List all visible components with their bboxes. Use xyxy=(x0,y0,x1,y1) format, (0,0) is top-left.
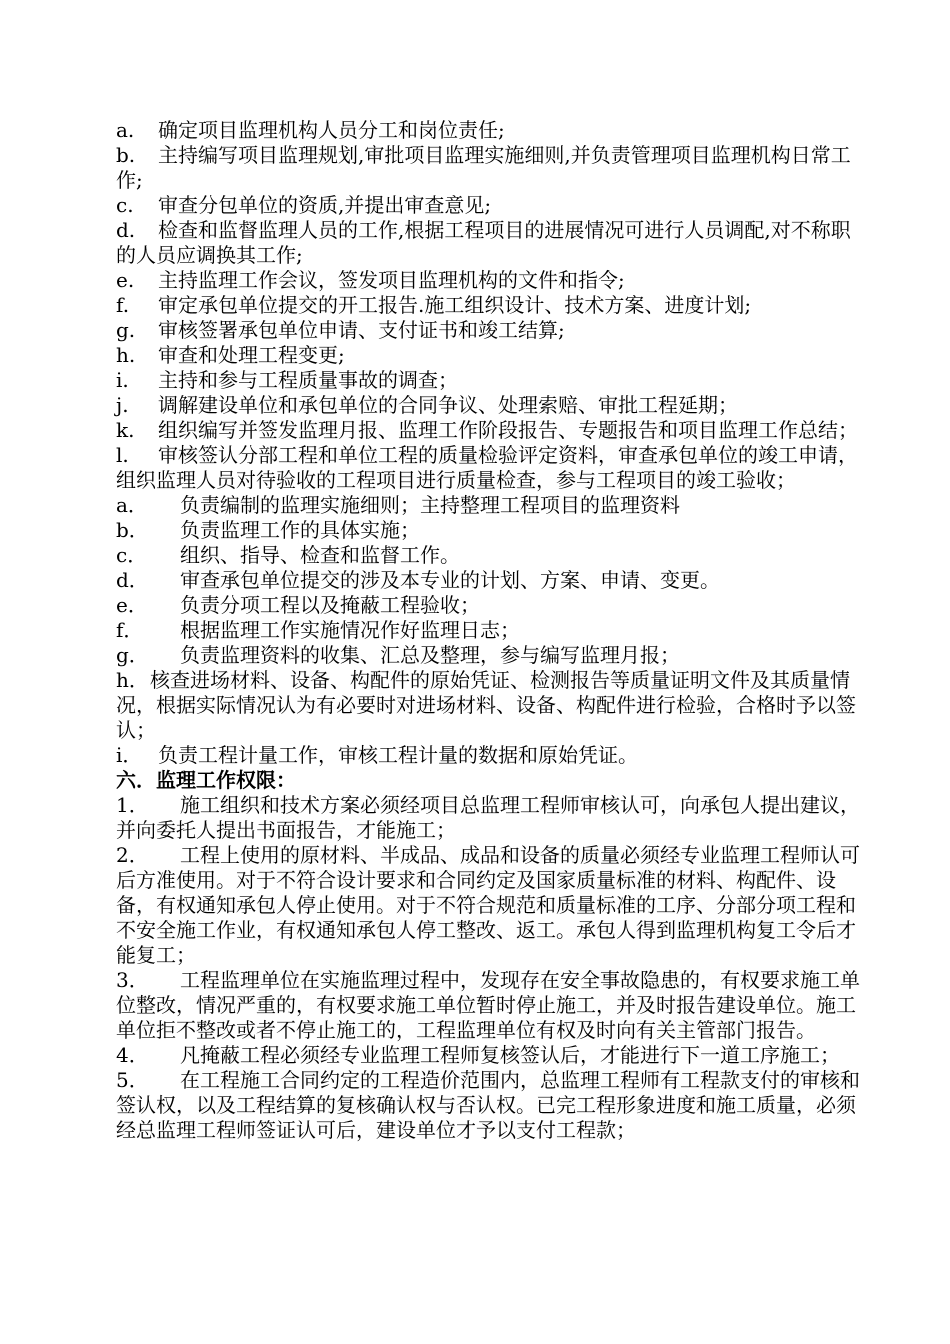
list-marker: j. xyxy=(116,393,129,417)
list-marker: l. xyxy=(116,443,129,467)
list-text: 主持和参与工程质量事故的调查； xyxy=(158,368,458,392)
list-text: 审核签认分部工程和单位工程的质量检验评定资料，审查承包单位的竣工申请，组织监理人员对待验收的工程项目进行质量检查，参与工程项目的竣工验收； xyxy=(116,443,858,492)
list-text: 负责工程计量工作，审核工程计量的数据和原始凭证。 xyxy=(158,743,638,767)
list-text: 负责监理资料的收集、汇总及整理，参与编写监理月报； xyxy=(180,643,680,667)
list-item xyxy=(116,493,860,518)
list-text: 检查和监督监理人员的工作,根据工程项目的进展情况可进行人员调配,对不称职的人员应调换其工作; xyxy=(116,218,851,267)
list-item xyxy=(116,843,860,968)
list-item xyxy=(116,118,860,143)
list-marker: b. xyxy=(116,143,136,167)
list-text: 调解建设单位和承包单位的合同争议、处理索赔、审批工程延期； xyxy=(158,393,738,417)
list-marker: 2． xyxy=(116,843,149,867)
list-text: 确定项目监理机构人员分工和岗位责任; xyxy=(158,118,505,142)
list-marker: h. xyxy=(116,343,136,367)
list-item xyxy=(116,368,860,393)
list-marker: 4． xyxy=(116,1043,149,1067)
list-text: 主持编写项目监理规划,审批项目监理实施细则,并负责管理项目监理机构日常工作; xyxy=(116,143,851,192)
list-text: 组织编写并签发监理月报、监理工作阶段报告、专题报告和项目监理工作总结； xyxy=(158,418,858,442)
list-item xyxy=(116,343,860,368)
list-marker: d． xyxy=(116,568,149,592)
list-marker: f. xyxy=(116,293,130,317)
list-marker: a． xyxy=(116,493,148,517)
list-marker: c． xyxy=(116,543,148,567)
list-marker: e． xyxy=(116,593,148,617)
list-item xyxy=(116,793,860,843)
list-marker: 5． xyxy=(116,1068,149,1092)
list-text: 凡掩蔽工程必须经专业监理工程师复核签认后，才能进行下一道工序施工； xyxy=(180,1043,840,1067)
list-text: 施工组织和技术方案必须经项目总监理工程师审核认可，向承包人提出建议，并向委托人提出书面报告，才能施工； xyxy=(116,793,860,842)
list-item xyxy=(116,618,860,643)
list-marker: h． xyxy=(116,668,149,692)
list-item xyxy=(116,143,860,193)
list-item xyxy=(116,443,860,493)
list-item xyxy=(116,193,860,218)
list-marker: b． xyxy=(116,518,149,542)
list-item xyxy=(116,318,860,343)
list-text: 审查分包单位的资质,并提出审查意见; xyxy=(158,193,492,217)
list-text: 根据监理工作实施情况作好监理日志； xyxy=(180,618,520,642)
list-marker: k. xyxy=(116,418,135,442)
list-item xyxy=(116,393,860,418)
list-marker: i. xyxy=(116,368,129,392)
list-marker: d. xyxy=(116,218,136,242)
list-item xyxy=(116,968,860,1043)
list-text: 在工程施工合同约定的工程造价范围内，总监理工程师有工程款支付的审核和签认权，以及工程结算的复核确认权与否认权。已完工程形象进度和施工质量，必须经总监理工程师签证认可后，建设单位才予以支付工程款； xyxy=(116,1068,860,1142)
list-item xyxy=(116,643,860,668)
list-item xyxy=(116,418,860,443)
list-item xyxy=(116,543,860,568)
list-item xyxy=(116,268,860,293)
list-item xyxy=(116,1068,860,1143)
list-item xyxy=(116,218,860,268)
list-marker: 1． xyxy=(116,793,149,817)
section-heading: 六．监理工作权限： xyxy=(116,768,296,792)
document-page xyxy=(116,118,860,1143)
list-marker: c. xyxy=(116,193,134,217)
list-item xyxy=(116,293,860,318)
list-item xyxy=(116,743,860,768)
list-text: 组织、指导、检查和监督工作。 xyxy=(180,543,460,567)
list-item xyxy=(116,568,860,593)
list-item xyxy=(116,593,860,618)
list-text: 审定承包单位提交的开工报告.施工组织设计、技术方案、进度计划; xyxy=(158,293,752,317)
list-text: 审查和处理工程变更; xyxy=(158,343,345,367)
list-marker: a. xyxy=(116,118,135,142)
list-text: 工程监理单位在实施监理过程中，发现存在安全事故隐患的，有权要求施工单位整改，情况严重的，有权要求施工单位暂时停止施工，并及时报告建设单位。施工单位拒不整改或者不停止施工的，工程监理单位有权及时向有关主管部门报告。 xyxy=(116,968,860,1042)
list-text: 负责监理工作的具体实施； xyxy=(180,518,420,542)
list-marker: f． xyxy=(116,618,144,642)
list-item xyxy=(116,518,860,543)
list-text: 负责编制的监理实施细则；主持整理工程项目的监理资料 xyxy=(180,493,680,517)
list-text: 审核签署承包单位申请、支付证书和竣工结算; xyxy=(158,318,565,342)
list-text: 负责分项工程以及掩蔽工程验收； xyxy=(180,593,480,617)
list-marker: g． xyxy=(116,643,149,667)
list-marker: 3． xyxy=(116,968,149,992)
list-text: 核查进场材料、设备、构配件的原始凭证、检测报告等质量证明文件及其质量情况，根据实际情况认为有必要时对进场材料、设备、构配件进行检验，合格时予以签认； xyxy=(116,668,856,742)
list-item xyxy=(116,668,860,743)
list-item xyxy=(116,1043,860,1068)
list-marker: g. xyxy=(116,318,136,342)
list-text: 主持监理工作会议，签发项目监理机构的文件和指令; xyxy=(158,268,625,292)
list-marker: e. xyxy=(116,268,135,292)
list-marker: i． xyxy=(116,743,143,767)
list-text: 工程上使用的原材料、半成品、成品和设备的质量必须经专业监理工程师认可后方准使用。对于不符合设计要求和合同约定及国家质量标准的材料、构配件、设备，有权通知承包人停止使用。对于不符合规范和质量标准的工序、分部分项工程和不安全施工作业，有权通知承包人停工整改、返工。承包人得到监理机构复工令后才能复工； xyxy=(116,843,860,967)
list-text: 审查承包单位提交的涉及本专业的计划、方案、申请、变更。 xyxy=(180,568,720,592)
